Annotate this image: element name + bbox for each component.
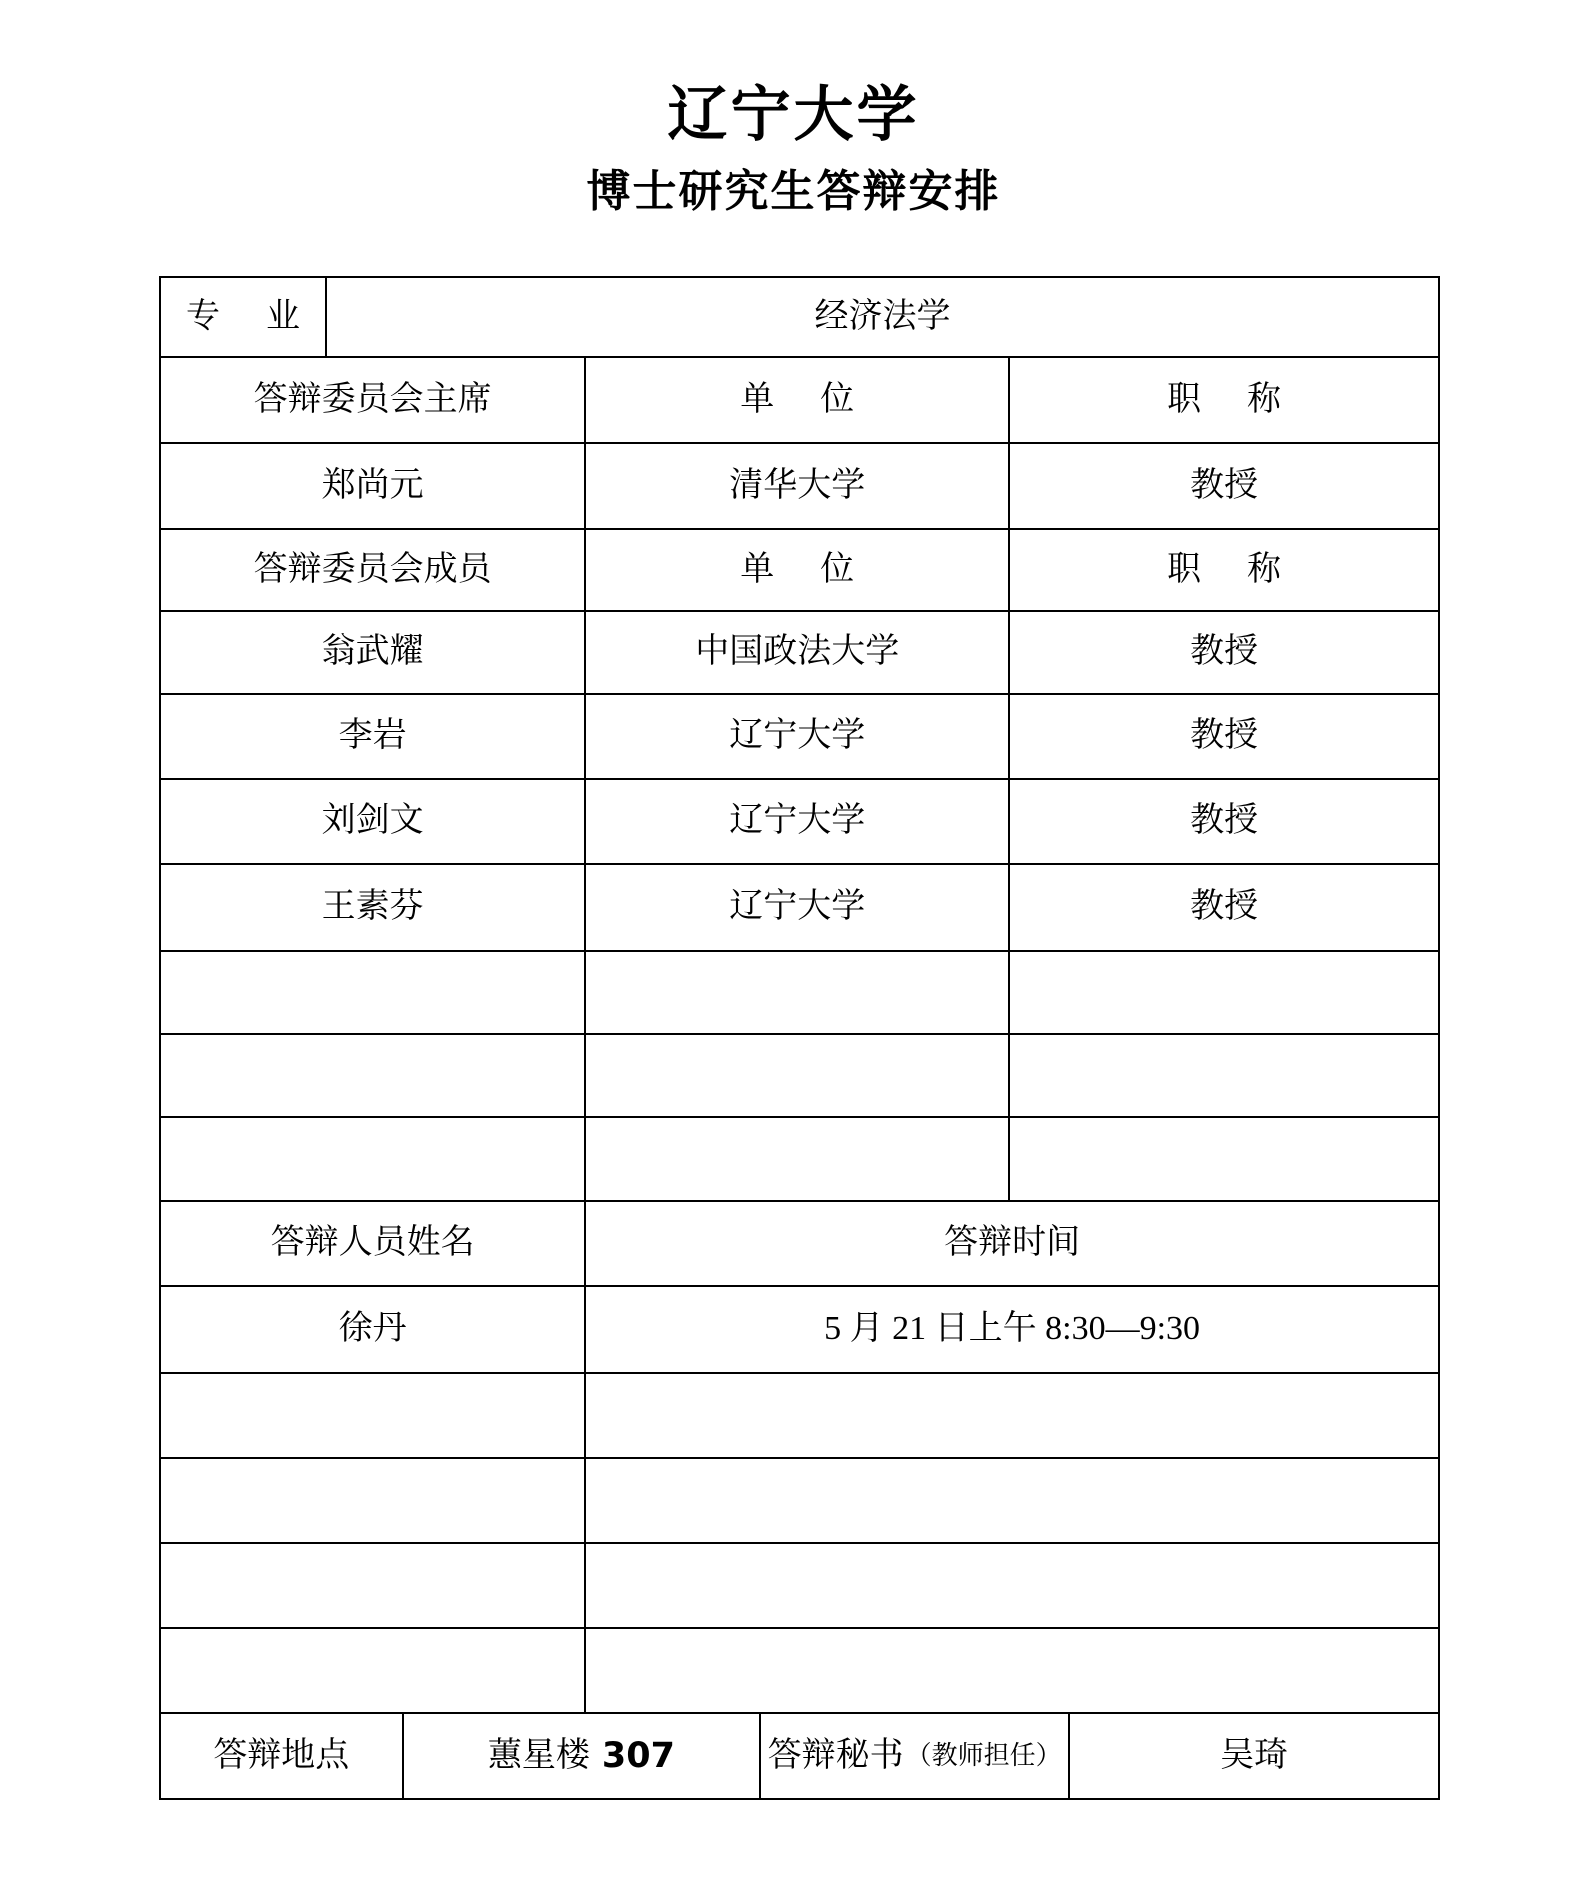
table-row-defense-header <box>161 1202 1438 1287</box>
members-unit-header-cell: 单 位 <box>586 530 1010 612</box>
secretary-note: （教师担任） <box>905 1741 1062 1771</box>
chair-title-cell: 教授 <box>1010 444 1438 530</box>
table-row-defender-empty <box>161 1374 1438 1459</box>
table-row-defender-empty <box>161 1629 1438 1714</box>
member-unit-cell <box>586 1035 1010 1118</box>
member-name-cell <box>161 1118 586 1202</box>
member-unit-cell: 中国政法大学 <box>586 612 1010 695</box>
member-unit-cell: 辽宁大学 <box>586 780 1010 865</box>
table-row-member-empty <box>161 952 1438 1035</box>
member-title-cell: 教授 <box>1010 780 1438 865</box>
table-row-chair-header <box>161 358 1438 444</box>
table-row-members-header <box>161 530 1438 612</box>
defender-name-cell <box>161 1374 586 1459</box>
members-title-header-cell: 职 称 <box>1010 530 1438 612</box>
chair-role-header-cell: 答辩委员会主席 <box>161 358 586 444</box>
table-row-chair <box>161 444 1438 530</box>
defense-time-cell <box>586 1544 1438 1629</box>
defense-time-cell <box>586 1374 1438 1459</box>
chair-name-cell: 郑尚元 <box>161 444 586 530</box>
defender-name-header-cell: 答辩人员姓名 <box>161 1202 586 1287</box>
defender-name-cell <box>161 1544 586 1629</box>
defense-schedule-table <box>159 276 1440 1800</box>
member-name-cell: 翁武耀 <box>161 612 586 695</box>
table-row-major <box>161 278 1438 358</box>
defense-time-header-cell: 答辩时间 <box>586 1202 1438 1287</box>
table-row-member <box>161 780 1438 865</box>
location-label-cell: 答辩地点 <box>161 1714 404 1798</box>
member-title-cell <box>1010 1118 1438 1202</box>
members-role-header-cell: 答辩委员会成员 <box>161 530 586 612</box>
chair-unit-header-cell: 单 位 <box>586 358 1010 444</box>
member-unit-cell <box>586 952 1010 1035</box>
table-row-member <box>161 695 1438 780</box>
location-room-number: 307 <box>601 1736 675 1776</box>
table-row-member-empty <box>161 1118 1438 1202</box>
secretary-label-cell <box>761 1714 1070 1798</box>
member-name-cell <box>161 952 586 1035</box>
member-name-cell: 刘剑文 <box>161 780 586 865</box>
table-row-defender <box>161 1287 1438 1374</box>
member-name-cell: 王素芬 <box>161 865 586 952</box>
member-title-cell <box>1010 952 1438 1035</box>
defense-time-cell: 5 月 21 日上午 8:30—9:30 <box>586 1287 1438 1374</box>
member-unit-cell: 辽宁大学 <box>586 865 1010 952</box>
major-value-cell: 经济法学 <box>327 278 1438 358</box>
chair-unit-cell: 清华大学 <box>586 444 1010 530</box>
table-row-member-empty <box>161 1035 1438 1118</box>
member-unit-cell <box>586 1118 1010 1202</box>
secretary-name-cell: 吴琦 <box>1220 1736 1289 1774</box>
table-row-defender-empty <box>161 1544 1438 1629</box>
defender-name-cell <box>161 1459 586 1544</box>
table-row-member <box>161 612 1438 695</box>
location-value-cell <box>404 1714 762 1798</box>
document-title: 辽宁大学 <box>667 80 920 150</box>
member-name-cell: 李岩 <box>161 695 586 780</box>
defense-time-cell <box>586 1459 1438 1544</box>
table-row-defender-empty <box>161 1459 1438 1544</box>
table-row-footer <box>161 1714 1438 1798</box>
defense-time-cell <box>586 1629 1438 1714</box>
secretary-label: 答辩秘书 <box>767 1736 904 1774</box>
document-subtitle: 博士研究生答辩安排 <box>586 166 1001 217</box>
defender-name-cell <box>161 1629 586 1714</box>
member-unit-cell: 辽宁大学 <box>586 695 1010 780</box>
member-name-cell <box>161 1035 586 1118</box>
table-row-member <box>161 865 1438 952</box>
member-title-cell: 教授 <box>1010 695 1438 780</box>
member-title-cell: 教授 <box>1010 612 1438 695</box>
member-title-cell: 教授 <box>1010 865 1438 952</box>
location-building: 蕙星楼 <box>487 1736 590 1774</box>
chair-title-header-cell: 职 称 <box>1010 358 1438 444</box>
member-title-cell <box>1010 1035 1438 1118</box>
major-label-cell: 专 业 <box>161 278 327 358</box>
defender-name-cell: 徐丹 <box>161 1287 586 1374</box>
